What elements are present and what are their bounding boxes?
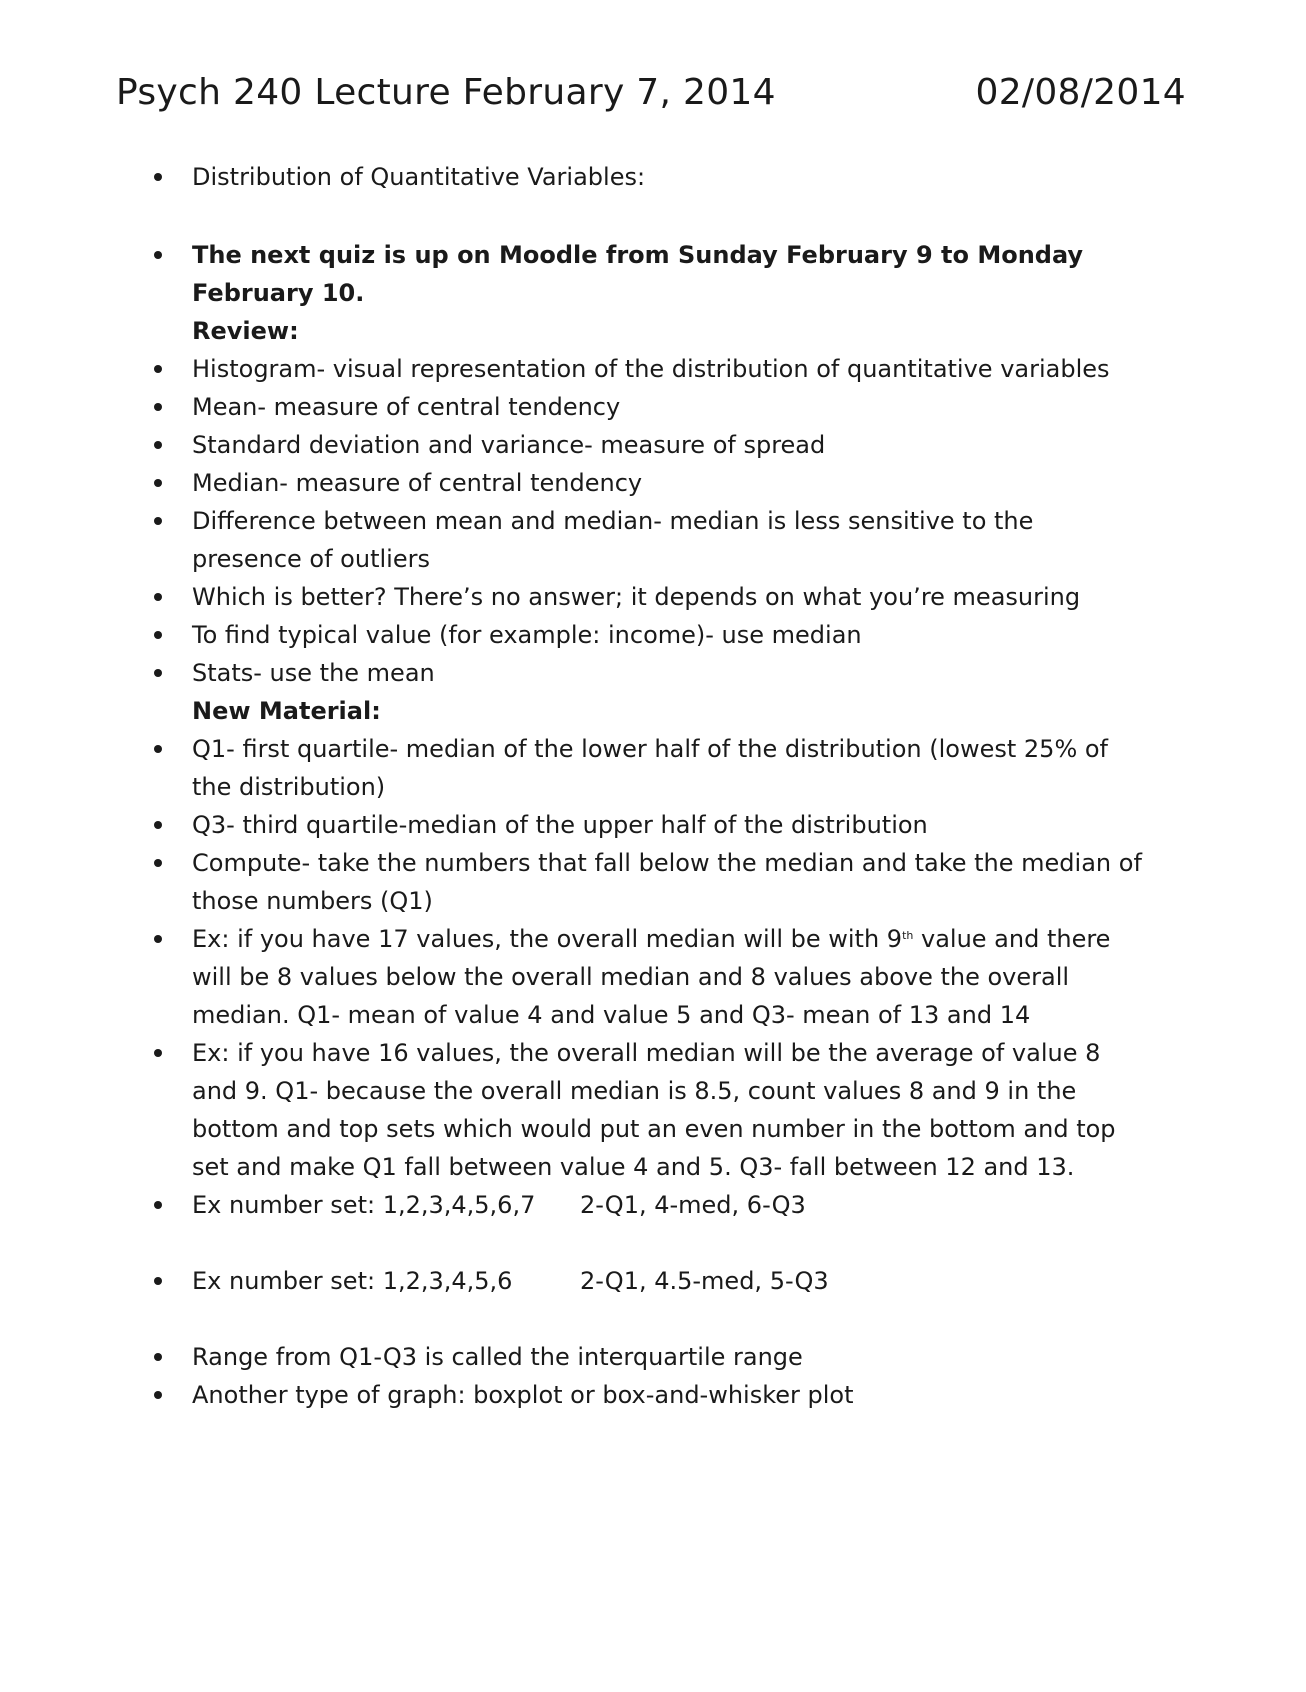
list-item: Q3- third quartile-median of the upper half of the distribution (150, 806, 1150, 844)
list-item: The next quiz is up on Moodle from Sunday February 9 to Monday February 10. (150, 236, 1150, 312)
section-heading-new-material: New Material: (192, 697, 381, 725)
list-item: Which is better? There’s no answer; it depends on what you’re measuring (150, 578, 1150, 616)
page-date: 02/08/2014 (975, 72, 1186, 113)
superscript: th (902, 929, 914, 942)
section-heading-review: Review: (192, 317, 299, 345)
notes-list (150, 158, 1150, 1414)
list-item: Q1- first quartile- median of the lower half of the distribution (lowest 25% of the distribution) (150, 730, 1150, 806)
page-header (116, 72, 1186, 113)
item-text: Ex: if you have 17 values, the overall median will be with 9 (192, 925, 903, 953)
list-item: Another type of graph: boxplot or box-and-whisker plot (150, 1376, 1150, 1414)
list-item: Range from Q1-Q3 is called the interquartile range (150, 1338, 1150, 1376)
example-set: Ex number set: 1,2,3,4,5,6,7 (192, 1191, 536, 1219)
example-result: 2-Q1, 4.5-med, 5-Q3 (580, 1267, 829, 1295)
example-set: Ex number set: 1,2,3,4,5,6 (192, 1267, 513, 1295)
list-item: Difference between mean and median- median is less sensitive to the presence of outliers (150, 502, 1150, 578)
list-item: Histogram- visual representation of the distribution of quantitative variables (150, 350, 1150, 388)
list-item: Compute- take the numbers that fall below the median and take the median of those numbers (Q1) (150, 844, 1150, 920)
list-item (150, 1186, 1150, 1224)
list-item: Ex: if you have 16 values, the overall median will be the average of value 8 and 9. Q1- because the overall median is 8.5, count values 8 and 9 in the bottom and top sets which would put an even number in the bottom and top set and make Q1 fall between value 4 and 5. Q3- fall between 12 and 13. (150, 1034, 1150, 1186)
list-item: Standard deviation and variance- measure of spread (150, 426, 1150, 464)
page-title: Psych 240 Lecture February 7, 2014 (116, 72, 776, 113)
example-result: 2-Q1, 4-med, 6-Q3 (580, 1191, 806, 1219)
list-item: To find typical value (for example: income)- use median (150, 616, 1150, 654)
list-item (150, 920, 1150, 1034)
item-text: value and there will be 8 values below the overall median and 8 values above the overall median. Q1- mean of value 4 and value 5 and Q3- mean of 13 and 14 (192, 925, 1111, 1029)
list-item: Median- measure of central tendency (150, 464, 1150, 502)
list-item: Mean- measure of central tendency (150, 388, 1150, 426)
list-item (150, 1262, 1150, 1300)
list-item: Stats- use the mean (150, 654, 1150, 692)
list-item: Distribution of Quantitative Variables: (150, 158, 1150, 196)
